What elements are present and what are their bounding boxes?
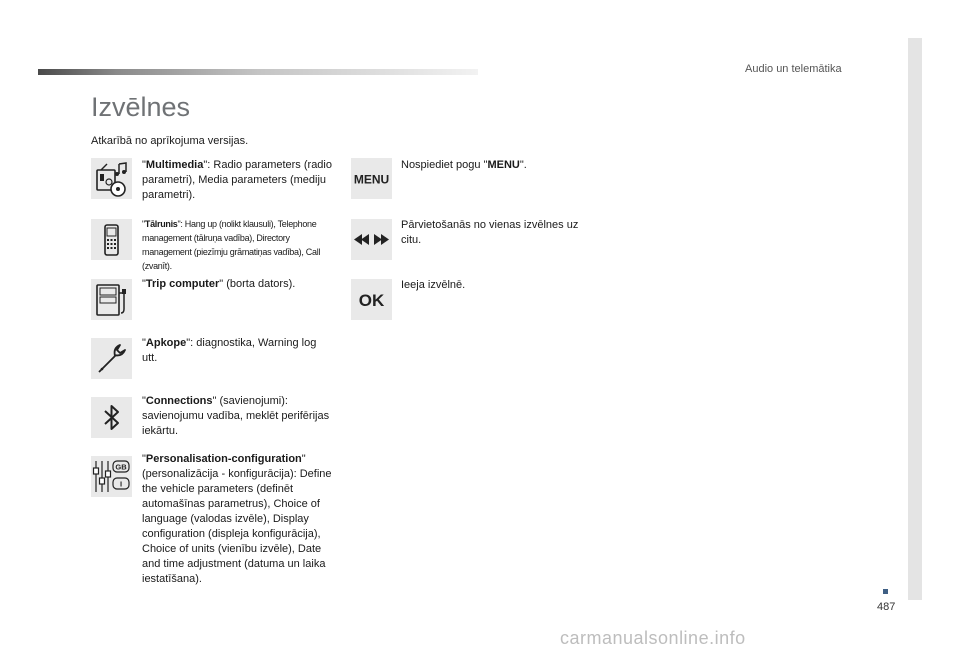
page-marker [883, 589, 888, 594]
section-title: Audio un telemātika [745, 63, 842, 75]
item-maintenance-text: "Apkope": diagnostika, Warning log utt. [142, 337, 317, 364]
multimedia-icon [91, 158, 132, 199]
trip-computer-icon [91, 279, 132, 320]
ok-icon-label: OK [358, 291, 385, 310]
arrows-icon [351, 219, 392, 260]
phone-icon [91, 219, 132, 260]
intro-text: Atkarībā no aprīkojuma versijas. [91, 135, 249, 147]
page-title: Izvēlnes [91, 92, 191, 122]
bluetooth-icon [91, 397, 132, 438]
wrench-icon [91, 338, 132, 379]
watermark: carmanualsonline.info [560, 628, 746, 648]
gb-label: GB [115, 462, 127, 472]
navigate-instruction-text: Pārvietošanās no vienas izvēlnes uz citu. [401, 219, 579, 246]
enter-instruction-text: Ieeja izvēlnē. [401, 279, 466, 291]
page-number: 487 [877, 601, 896, 613]
header-gradient-bar [38, 69, 478, 75]
menu-instruction-text: Nospiediet pogu "MENU". [401, 159, 527, 171]
item-connections-text: "Connections" (savienojumi): savienojumu vadība, meklēt perifērijas iekārtu. [142, 395, 330, 437]
item-trip-computer-text: "Trip computer" (borta dators). [142, 278, 296, 290]
side-bar [908, 38, 922, 600]
menu-icon-label: MENU [353, 172, 390, 187]
menu-button-icon [351, 158, 392, 199]
item-personalisation-text: "Personalisation-configuration" (personalizācija - konfigurācija): Define the vehicle parameters (definēt automašīnas parametrus), Choice of language (valodas izvēle), Display configuration (displeja konfigurācija), Choice of units (vienību izvēle), Date and time adjustment (datuma un laika iestatīšana). [142, 453, 332, 585]
personalisation-icon [91, 456, 132, 497]
i-label: I [119, 479, 123, 489]
item-phone-text: "Tālrunis": Hang up (nolikt klausuli), Telephone management (tālruņa vadība), Directory management (piezīmju grāmatiņas vadība), Call (zvanīt). [142, 219, 321, 271]
item-multimedia-text: "Multimedia": Radio parameters (radio parametri), Media parameters (mediju parametri). [142, 159, 332, 201]
ok-button-icon [351, 279, 392, 320]
